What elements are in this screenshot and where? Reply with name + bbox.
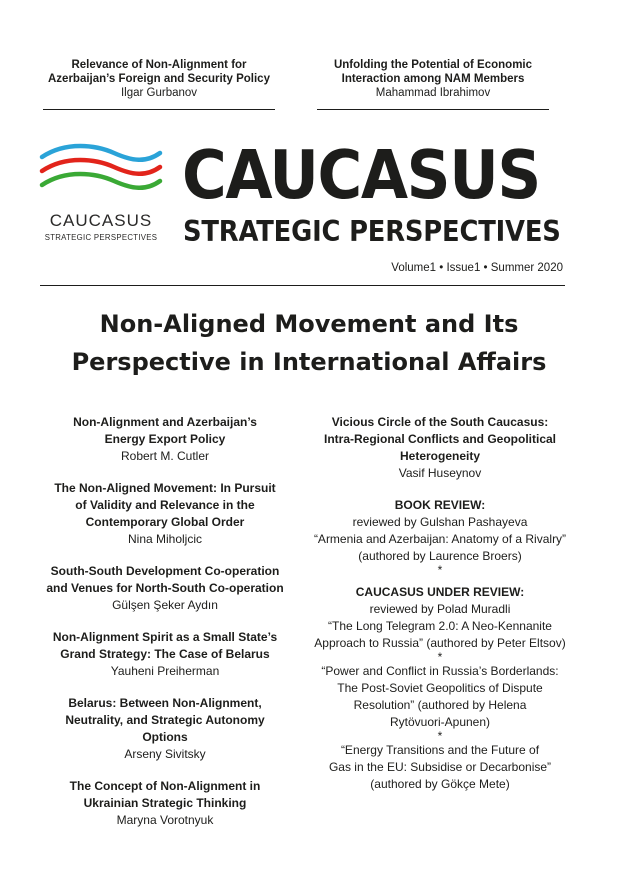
review-line: Approach to Russia” (authored by Peter Eltsov)	[314, 636, 566, 650]
item-author: Vasif Huseynov	[398, 466, 482, 480]
review-line: Rytövuori-Apunen)	[389, 715, 491, 729]
item-author: Yauheni Preiherman	[110, 664, 220, 678]
caucasus-review-heading: CAUCASUS UNDER REVIEW:	[355, 585, 525, 599]
contents-item	[30, 629, 300, 680]
item-author: Maryna Vorotnyuk	[116, 813, 214, 827]
review-line: The Post-Soviet Geopolitics of Dispute	[337, 681, 543, 695]
item-title-line: Ukrainian Strategic Thinking	[83, 796, 247, 810]
top-article-1-title-line: Relevance of Non-Alignment for	[71, 59, 247, 71]
contents-item	[30, 563, 300, 614]
item-title-line: Belarus: Between Non-Alignment,	[68, 696, 262, 710]
item-title-line: Options	[142, 730, 188, 744]
item-title-line: The Concept of Non-Alignment in	[69, 779, 261, 793]
item-title-line: Grand Strategy: The Case of Belarus	[60, 647, 270, 661]
journal-logo	[36, 143, 166, 253]
item-title-line: Neutrality, and Strategic Autonomy	[65, 713, 265, 727]
review-line: (authored by Laurence Broers)	[358, 549, 522, 563]
logo-waves-icon	[36, 143, 166, 203]
separator-star: *	[437, 650, 443, 664]
issue-headline	[20, 305, 598, 381]
item-title-line: Non-Alignment Spirit as a Small State’s	[52, 630, 278, 644]
item-title-line: Vicious Circle of the South Caucasus:	[331, 415, 549, 429]
headline-line: Perspective in International Affairs	[71, 348, 547, 376]
item-title-line: The Non-Aligned Movement: In Pursuit	[54, 481, 276, 495]
top-article-1-author: Ilgar Gurbanov	[120, 87, 198, 99]
issue-info: Volume1 • Issue1 • Summer 2020	[391, 262, 563, 274]
item-author: Gülşen Şeker Aydın	[112, 598, 218, 612]
item-author: Nina Miholjcic	[127, 532, 203, 546]
book-review-heading: BOOK REVIEW:	[394, 498, 486, 512]
logo-subtitle: STRATEGIC PERSPECTIVES	[44, 233, 158, 242]
top-article-1-title-line: Azerbaijan’s Foreign and Security Policy	[48, 73, 270, 85]
review-line: Gas in the EU: Subsidise or Decarbonise”	[328, 760, 552, 774]
contents-item	[30, 480, 300, 548]
item-author: Robert M. Cutler	[120, 449, 210, 463]
contents-item	[310, 414, 570, 482]
review-line: “Armenia and Azerbaijan: Anatomy of a Rivalry”	[313, 532, 567, 546]
item-author: Arseny Sivitsky	[124, 747, 206, 761]
item-title-line: South-South Development Co-operation	[50, 564, 280, 578]
review-line: (authored by Gökçe Mete)	[370, 777, 510, 791]
logo-wordmark: CAUCASUS	[49, 211, 153, 230]
caucasus-review-section	[310, 584, 570, 793]
item-title-line: Contemporary Global Order	[85, 515, 245, 529]
item-title-line: Non-Alignment and Azerbaijan’s	[73, 415, 257, 429]
top-article-2	[317, 58, 549, 100]
contents-item	[30, 414, 300, 465]
contents-item	[30, 695, 300, 763]
review-line: “Energy Transitions and the Future of	[340, 743, 540, 757]
item-title-line: Energy Export Policy	[104, 432, 226, 446]
masthead-subtitle: STRATEGIC PERSPECTIVES	[183, 215, 561, 248]
top-article-2-title-line: Interaction among NAM Members	[341, 73, 525, 85]
separator-star: *	[437, 563, 443, 577]
book-review-section	[310, 497, 570, 584]
contents-right-column	[310, 414, 570, 793]
top-article-2-author: Mahammad Ibrahimov	[375, 87, 491, 99]
item-title-line: Intra-Regional Conflicts and Geopolitical	[323, 432, 557, 446]
review-line: “The Long Telegram 2.0: A Neo-Kennanite	[328, 619, 552, 633]
review-line: Resolution” (authored by Helena	[353, 698, 527, 712]
item-title-line: of Validity and Relevance in the	[75, 498, 255, 512]
item-title-line: and Venues for North-South Co-operation	[46, 581, 284, 595]
item-title-line: Heterogeneity	[399, 449, 481, 463]
top-article-1	[43, 58, 275, 100]
review-line: reviewed by Gulshan Pashayeva	[352, 515, 528, 529]
top-article-1-divider	[43, 109, 275, 110]
contents-left-column	[30, 414, 300, 844]
separator-star: *	[437, 729, 443, 743]
masthead-title: CAUCASUS	[182, 136, 540, 214]
headline-line: Non-Aligned Movement and Its	[99, 310, 519, 338]
review-line: reviewed by Polad Muradli	[369, 602, 511, 616]
review-line: “Power and Conflict in Russia’s Borderlands:	[321, 664, 559, 678]
top-article-2-divider	[317, 109, 549, 110]
masthead-divider	[40, 285, 565, 286]
top-article-2-title-line: Unfolding the Potential of Economic	[333, 59, 533, 71]
contents-item	[30, 778, 300, 829]
